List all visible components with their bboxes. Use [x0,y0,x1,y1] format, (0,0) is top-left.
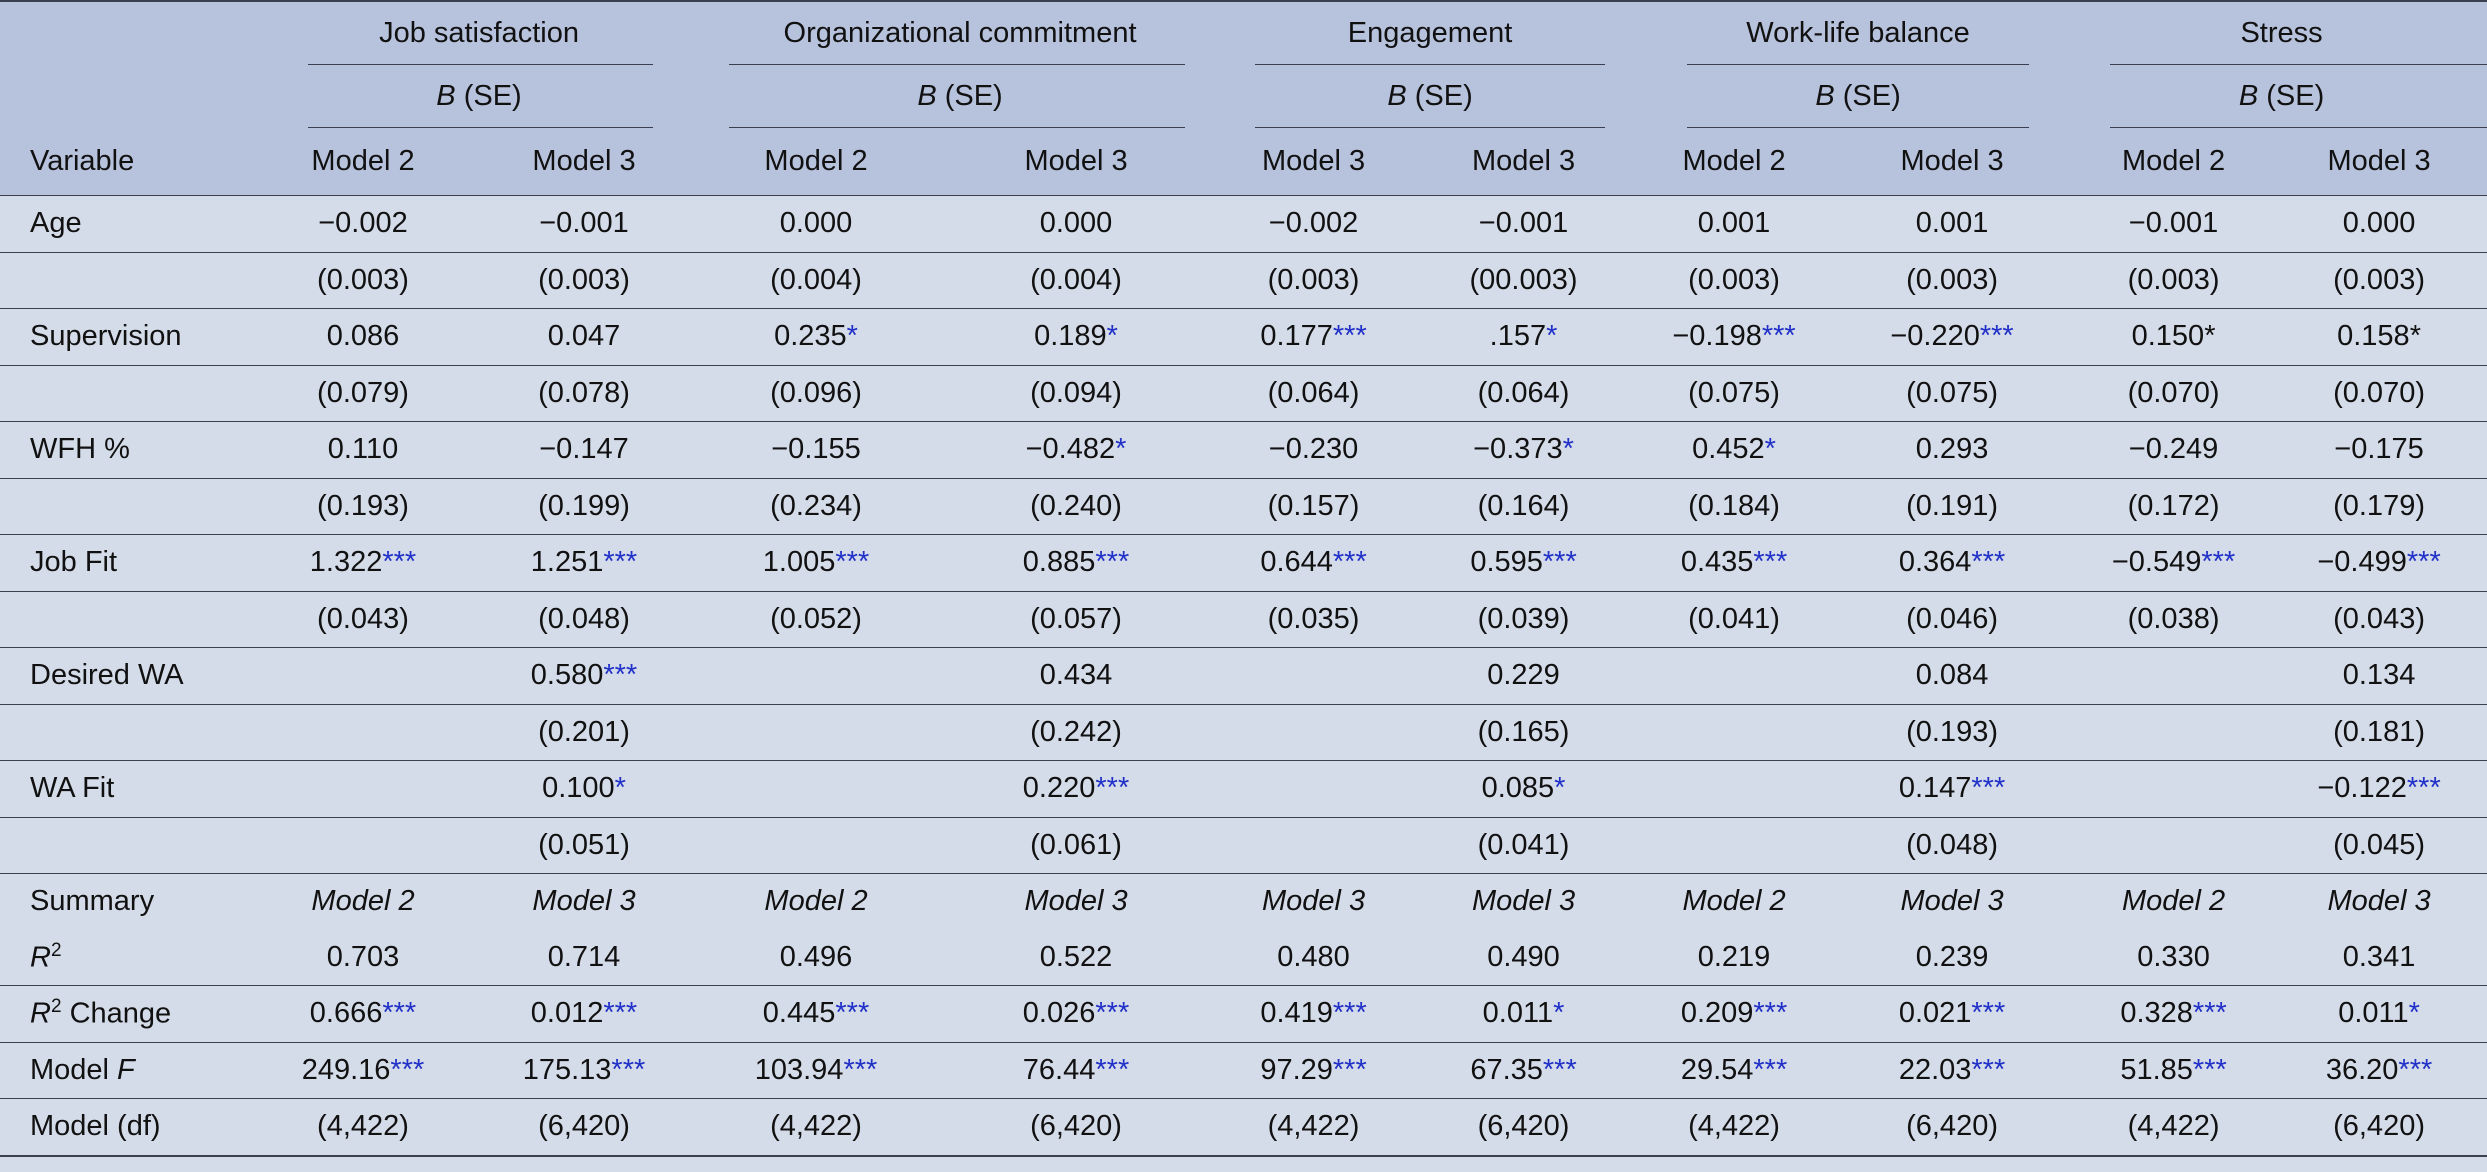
table-cell: 0.084 [1828,648,2076,705]
row-label: Age [0,196,258,253]
table-cell: (0.157) [1220,478,1407,535]
group-header [700,1,1220,65]
table-row [0,1042,2487,1099]
table-cell: (0.004) [700,252,932,309]
table-cell: 0.000 [932,196,1220,253]
significance-stars: *** [2406,772,2441,805]
table-row [0,196,2487,253]
table-cell: 0.189* [932,309,1220,366]
group-title: Organizational commitment [783,17,1137,49]
table-cell: 0.328*** [2076,986,2271,1043]
b-se-header: B (SE) [1220,65,1640,128]
row-label [0,252,258,309]
table-cell: 0.085* [1407,761,1640,818]
group-header [2076,1,2487,65]
table-cell: (0.041) [1407,817,1640,874]
b-se-header: B (SE) [258,65,700,128]
model-header: Model 3 [1407,128,1640,196]
table-cell: (0.193) [258,478,468,535]
table-cell: (00.003) [1407,252,1640,309]
model-header: Model 3 [2271,128,2487,196]
significance-stars: *** [390,1053,425,1086]
table-cell: (6,420) [932,1099,1220,1156]
table-cell: (0.179) [2271,478,2487,535]
table-cell: −0.155 [700,422,932,479]
table-cell: 0.364*** [1828,535,2076,592]
significance-stars: * [1562,433,1574,466]
table-cell: 22.03*** [1828,1042,2076,1099]
table-cell: (0.035) [1220,591,1407,648]
significance-stars: * [1553,997,1565,1030]
table-cell [258,704,468,761]
table-cell: (0.240) [932,478,1220,535]
table-cell: 0.239 [1915,940,1989,973]
table-cell: 0.885*** [932,535,1220,592]
significance-stars: *** [1095,772,1130,805]
table-cell: 0.177*** [1220,309,1407,366]
row-label [0,704,258,761]
row-label: WA Fit [0,761,258,818]
table-cell: Model 3 [1220,874,1407,930]
table-cell: (0.048) [468,591,700,648]
table-cell: 103.94*** [700,1042,932,1099]
table-cell: (0.164) [1407,478,1640,535]
significance-stars: *** [1971,772,2006,805]
model-header: Model 3 [1828,128,2076,196]
significance-stars: *** [1753,1053,1788,1086]
table-cell: 0.452* [1640,422,1828,479]
significance-stars: *** [382,546,417,579]
table-row [0,1099,2487,1156]
row-label: Model F [0,1042,258,1099]
table-cell: (0.165) [1407,704,1640,761]
table-cell: 0.220*** [932,761,1220,818]
significance-stars: *** [1971,546,2006,579]
table-cell: −0.175 [2271,422,2487,479]
table-cell: (0.234) [700,478,932,535]
table-cell: (0.038) [2076,591,2271,648]
table-cell: 0.595*** [1407,535,1640,592]
significance-stars: * [1554,772,1566,805]
table-cell: (4,422) [2076,1099,2271,1156]
table-cell: 175.13*** [468,1042,700,1099]
table-cell [1640,648,1828,705]
table-cell: 0.496 [779,940,853,973]
table-cell: (6,420) [1407,1099,1640,1156]
table-cell [2076,704,2271,761]
table-cell: 0.219 [1697,940,1771,973]
table-row [0,535,2487,592]
significance-stars: * [1106,320,1118,353]
model-header: Model 3 [468,128,700,196]
table-cell: (6,420) [2271,1099,2487,1156]
table-cell: −0.001 [1407,196,1640,253]
table-cell: (0.003) [2271,252,2487,309]
table-cell: −0.198*** [1640,309,1828,366]
group-title: Engagement [1347,17,1513,49]
table-cell: 36.20*** [2271,1042,2487,1099]
significance-stars: *** [1095,1053,1130,1086]
table-cell: −0.002 [258,196,468,253]
table-cell: 0.026*** [932,986,1220,1043]
table-cell: (0.191) [1828,478,2076,535]
significance-stars: *** [603,659,638,692]
significance-stars: *** [1542,546,1577,579]
row-label [0,817,258,874]
table-cell: (0.184) [1640,478,1828,535]
table-cell: 0.110 [258,422,468,479]
table-cell: Model 3 [1407,874,1640,930]
table-cell: 0.000 [700,196,932,253]
significance-stars: * [2408,997,2420,1030]
table-cell: 0.229 [1407,648,1640,705]
table-cell: 1.005*** [700,535,932,592]
significance-stars: *** [2192,1053,2227,1086]
table-cell: −0.001 [468,196,700,253]
table-cell: 0.714 [547,940,621,973]
table-cell: (0.193) [1828,704,2076,761]
table-cell: (0.043) [2271,591,2487,648]
significance-stars: *** [2192,997,2227,1030]
table-cell: 0.011* [2271,986,2487,1043]
significance-stars: *** [1753,997,1788,1030]
table-row [0,986,2487,1043]
row-label: $R^2$ Change [0,986,258,1043]
table-cell: 97.29*** [1220,1042,1407,1099]
table-cell: (0.052) [700,591,932,648]
significance-stars: *** [1095,546,1130,579]
significance-stars: *** [835,546,870,579]
table-cell [2076,648,2271,705]
table-cell: .157* [1407,309,1640,366]
significance-stars: *** [1095,997,1130,1030]
table-cell: (0.075) [1828,365,2076,422]
table-cell: 0.021*** [1828,986,2076,1043]
significance-stars: * [1764,433,1776,466]
table-cell: (0.181) [2271,704,2487,761]
table-cell: 0.001 [1828,196,2076,253]
table-cell: 0.341 [2342,940,2416,973]
table-cell: 0.644*** [1220,535,1407,592]
row-label [0,365,258,422]
table-row [0,422,2487,479]
table-cell: Model 2 [1640,874,1828,930]
table-cell: 29.54*** [1640,1042,1828,1099]
table-cell: 0.011* [1407,986,1640,1043]
table-cell: 0.580*** [468,648,700,705]
table-row [0,874,2487,930]
group-header [258,1,700,65]
table-cell: (0.048) [1828,817,2076,874]
b-se-header: B (SE) [700,65,1220,128]
table-cell: 67.35*** [1407,1042,1640,1099]
group-title: Stress [2240,17,2323,49]
table-cell: (0.043) [258,591,468,648]
table-cell: (0.079) [258,365,468,422]
table-row [0,309,2487,366]
table-row [0,591,2487,648]
table-cell: (0.242) [932,704,1220,761]
table-cell: (4,422) [258,1099,468,1156]
row-label: WFH % [0,422,258,479]
variable-column-header: Variable [0,128,258,196]
table-cell: 1.251*** [468,535,700,592]
table-cell [2076,761,2271,818]
model-header: Model 2 [700,128,932,196]
table-cell: (0.051) [468,817,700,874]
table-cell: 0.047 [468,309,700,366]
table-cell: (0.003) [468,252,700,309]
table-cell: 76.44*** [932,1042,1220,1099]
table-cell: (0.046) [1828,591,2076,648]
table-cell: (0.003) [2076,252,2271,309]
group-header [1220,1,1640,65]
significance-stars: *** [1753,546,1788,579]
table-cell: −0.220*** [1828,309,2076,366]
table-cell [258,817,468,874]
table-cell: (4,422) [1220,1099,1407,1156]
table-cell: (0.094) [932,365,1220,422]
table-cell: (0.003) [1220,252,1407,309]
model-header: Model 3 [932,128,1220,196]
table-cell: 0.100* [468,761,700,818]
group-title: Job satisfaction [379,17,579,49]
table-cell: 1.322*** [258,535,468,592]
significance-stars: *** [382,997,417,1030]
table-cell [258,761,468,818]
table-cell: (0.057) [932,591,1220,648]
table-cell [1220,704,1407,761]
table-body [0,196,2487,1156]
table-cell: 0.434 [932,648,1220,705]
significance-stars: * [2204,320,2216,353]
table-row [0,761,2487,818]
group-header [1640,1,2076,65]
group-title: Work-life balance [1746,17,1970,49]
table-cell [1220,761,1407,818]
significance-stars: *** [1971,997,2006,1030]
significance-stars: *** [1332,546,1367,579]
table-cell: 0.000 [2271,196,2487,253]
b-se-header: B (SE) [1640,65,2076,128]
table-cell: (0.078) [468,365,700,422]
table-cell: 0.147*** [1828,761,2076,818]
table-cell: 0.419*** [1220,986,1407,1043]
table-cell: Model 3 [1828,874,2076,930]
table-cell: (0.039) [1407,591,1640,648]
table-cell: (0.064) [1220,365,1407,422]
table-cell: 0.703 [326,940,400,973]
table-cell [1640,704,1828,761]
table-cell: 0.522 [1039,940,1113,973]
table-cell: Model 3 [2271,874,2487,930]
table-cell [1220,648,1407,705]
significance-stars: * [614,772,626,805]
row-label: Desired WA [0,648,258,705]
significance-stars: *** [1971,1053,2006,1086]
significance-stars: * [1115,433,1127,466]
table-cell: Model 2 [2076,874,2271,930]
table-cell: (0.064) [1407,365,1640,422]
table-cell: (0.045) [2271,817,2487,874]
significance-stars: *** [2406,546,2441,579]
significance-stars: *** [2398,1053,2433,1086]
table-row [0,478,2487,535]
significance-stars: *** [1332,997,1367,1030]
significance-stars: *** [1979,320,2014,353]
table-cell: −0.002 [1220,196,1407,253]
table-cell: −0.482* [932,422,1220,479]
significance-stars: * [2409,320,2421,353]
table-cell: −0.373* [1407,422,1640,479]
table-cell: 0.330 [2137,940,2210,973]
row-label: Job Fit [0,535,258,592]
table-cell: 0.666*** [258,986,468,1043]
table-cell [2076,817,2271,874]
significance-stars: *** [603,997,638,1030]
table-row [0,704,2487,761]
table-cell: −0.249 [2076,422,2271,479]
table-cell: 0.150* [2076,309,2271,366]
table-cell: (4,422) [700,1099,932,1156]
table-cell: 249.16*** [258,1042,468,1099]
header-corner [0,1,258,65]
table-header [0,1,2487,196]
table-cell: (4,422) [1640,1099,1828,1156]
row-label [0,591,258,648]
b-se-header: B (SE) [2076,65,2487,128]
table-cell: 51.85*** [2076,1042,2271,1099]
table-cell: 0.490 [1487,940,1560,973]
model-header: Model 2 [2076,128,2271,196]
table-cell [700,648,932,705]
table-cell: (0.004) [932,252,1220,309]
row-label: $R^2$ [30,939,62,974]
table-row [0,817,2487,874]
table-cell: 0.086 [258,309,468,366]
significance-stars: *** [1332,320,1367,353]
table-cell [700,761,932,818]
table-cell: (0.003) [258,252,468,309]
table-row [0,252,2487,309]
table-cell: (0.070) [2076,365,2271,422]
table-cell: (0.003) [1828,252,2076,309]
significance-stars: *** [1542,1053,1577,1086]
table-cell: 0.293 [1828,422,2076,479]
table-cell: Model 2 [700,874,932,930]
significance-stars: * [846,320,858,353]
table-cell: −0.230 [1220,422,1407,479]
significance-stars: *** [1761,320,1796,353]
row-label: Model (df) [0,1099,258,1156]
table-cell [1220,817,1407,874]
table-cell: 0.158* [2271,309,2487,366]
table-cell: (0.199) [468,478,700,535]
table-cell: 0.012*** [468,986,700,1043]
significance-stars: *** [603,546,638,579]
row-label [0,478,258,535]
table-cell: 0.001 [1640,196,1828,253]
table-row [0,648,2487,705]
table-cell: (6,420) [468,1099,700,1156]
table-cell: Model 3 [468,874,700,930]
table-cell: −0.122*** [2271,761,2487,818]
model-header: Model 3 [1220,128,1407,196]
row-label: Summary [0,874,258,930]
table-cell: (0.041) [1640,591,1828,648]
table-cell: 0.134 [2271,648,2487,705]
significance-stars: *** [835,997,870,1030]
table-cell: Model 2 [258,874,468,930]
table-cell [700,817,932,874]
table-cell: 0.209*** [1640,986,1828,1043]
table-cell [1640,817,1828,874]
table-cell: (0.096) [700,365,932,422]
table-cell: −0.001 [2076,196,2271,253]
table-cell: −0.147 [468,422,700,479]
table-cell: (0.172) [2076,478,2271,535]
table-cell: 0.445*** [700,986,932,1043]
table-cell: (0.201) [468,704,700,761]
model-header: Model 2 [1640,128,1828,196]
table-cell: 0.435*** [1640,535,1828,592]
table-cell [1640,761,1828,818]
table-cell: (0.061) [932,817,1220,874]
table-row [0,930,2487,986]
table-row [0,365,2487,422]
table-cell: −0.549*** [2076,535,2271,592]
table-cell: (0.075) [1640,365,1828,422]
table-cell: (0.003) [1640,252,1828,309]
significance-stars: *** [611,1053,646,1086]
table-cell: 0.235* [700,309,932,366]
table-cell: −0.499*** [2271,535,2487,592]
significance-stars: *** [1332,1053,1367,1086]
table-cell: Model 3 [932,874,1220,930]
significance-stars: *** [843,1053,878,1086]
row-label: Supervision [0,309,258,366]
table-cell: (0.070) [2271,365,2487,422]
significance-stars: * [1546,320,1558,353]
significance-stars: *** [2201,546,2236,579]
table-cell [700,704,932,761]
table-cell: 0.480 [1277,940,1350,973]
model-header: Model 2 [258,128,468,196]
table-cell [258,648,468,705]
table-cell: (6,420) [1828,1099,2076,1156]
